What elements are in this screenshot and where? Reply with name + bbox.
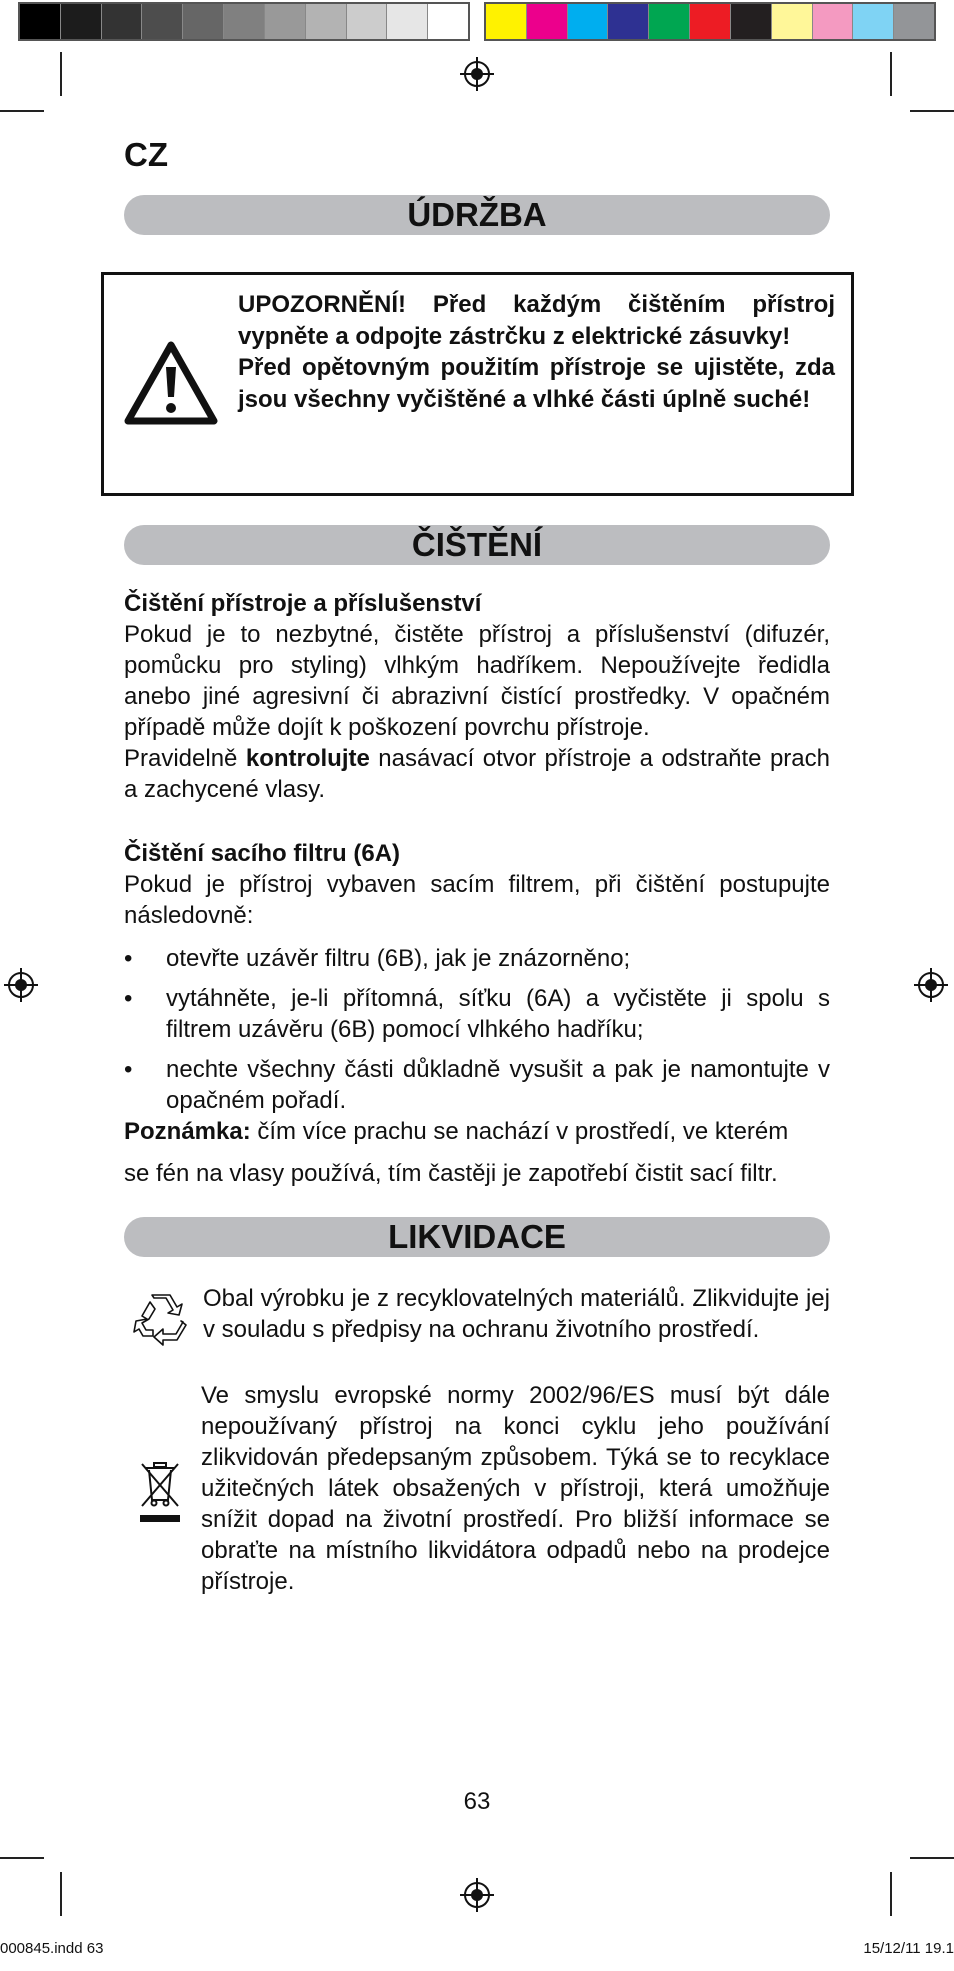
color-swatch bbox=[428, 4, 468, 39]
warning-triangle-icon bbox=[123, 339, 219, 427]
color-swatch bbox=[142, 4, 183, 39]
bullet: • bbox=[124, 1056, 133, 1083]
crop-mark bbox=[0, 1857, 44, 1859]
color-swatch bbox=[265, 4, 306, 39]
color-colorbar bbox=[484, 2, 936, 41]
print-slug-filename: 000845.indd 63 bbox=[0, 1940, 104, 1957]
grayscale-colorbar bbox=[18, 2, 470, 41]
color-swatch bbox=[183, 4, 224, 39]
registration-mark-icon bbox=[914, 968, 948, 1002]
crossed-out-bin-icon bbox=[138, 1460, 182, 1524]
color-swatch bbox=[894, 4, 934, 39]
list-item bbox=[124, 943, 830, 974]
color-swatch bbox=[61, 4, 102, 39]
warning-line-2: Před opětovným použitím přístroje se ujistěte, zda jsou všechny vyčištěné a vlhké části úplně suché! bbox=[238, 354, 835, 413]
emphasis: kontrolujte bbox=[245, 745, 370, 772]
crop-mark bbox=[890, 52, 892, 96]
cleaning-filter-block bbox=[124, 838, 830, 1189]
crop-mark bbox=[910, 110, 954, 112]
section-title-cleaning: ČIŠTĚNÍ bbox=[124, 525, 830, 565]
note-line-2: se fén na vlasy používá, tím častěji je zapotřebí čistit sací filtr. bbox=[124, 1160, 778, 1187]
color-swatch bbox=[527, 4, 568, 39]
color-swatch bbox=[568, 4, 609, 39]
list-item bbox=[124, 983, 830, 1045]
text-run: čím více prachu se nachází v prostředí, ve kterém bbox=[250, 1118, 789, 1145]
color-swatch bbox=[731, 4, 772, 39]
registration-mark-icon bbox=[460, 57, 494, 91]
registration-mark-icon bbox=[460, 1878, 494, 1912]
recycle-text: Obal výrobku je z recyklovatelných materiálů. Zlikvidujte jej v souladu s předpisy na ochranu životního prostředí. bbox=[203, 1285, 830, 1343]
crop-mark bbox=[0, 110, 44, 112]
color-swatch bbox=[690, 4, 731, 39]
color-swatch bbox=[813, 4, 854, 39]
paragraph: Pokud je přístroj vybaven sacím filtrem, při čištění postupujte následovně: bbox=[124, 871, 830, 929]
weee-text: Ve smyslu evropské normy 2002/96/ES musí být dále nepoužívaný přístroj na konci cyklu jeho používání zlikvidován předepsaným způsobem. Týká se to recyklace užitečných látek obsažených v přístroji, která umožňuje snížit dopad na životní prostředí. Pro bližší informace se obraťte na místního likvidátora odpadů nebo na prodejce přístroje. bbox=[201, 1382, 830, 1595]
bullet: • bbox=[124, 945, 133, 972]
list-item bbox=[124, 1054, 830, 1116]
crop-mark bbox=[60, 1872, 62, 1916]
section-title-maintenance: ÚDRŽBA bbox=[124, 195, 830, 235]
color-swatch bbox=[853, 4, 894, 39]
text-run: Pravidelně bbox=[124, 745, 246, 772]
list-item-text: nechte všechny části důkladně vysušit a pak je namontujte v opačném pořadí. bbox=[166, 1056, 830, 1114]
paragraph bbox=[124, 743, 830, 805]
list-item-text: vytáhněte, je-li přítomná, síťku (6A) a vyčistěte ji spolu s filtrem uzávěru (6B) pomocí vlhkého hadříku; bbox=[166, 985, 830, 1043]
section-title-disposal: LIKVIDACE bbox=[124, 1217, 830, 1257]
color-swatch bbox=[387, 4, 428, 39]
note-label: Poznámka: bbox=[124, 1118, 251, 1145]
registration-mark-icon bbox=[4, 968, 38, 1002]
text-run: nasávací otvor přístroje a odstraňte prach a zachycené vlasy. bbox=[124, 745, 830, 803]
crop-mark bbox=[60, 52, 62, 96]
color-swatch bbox=[224, 4, 265, 39]
color-swatch bbox=[306, 4, 347, 39]
color-swatch bbox=[486, 4, 527, 39]
subheading-filter: Čištění sacího filtru (6A) bbox=[124, 840, 401, 867]
color-swatch bbox=[772, 4, 813, 39]
color-swatch bbox=[102, 4, 143, 39]
subheading-appliance: Čištění přístroje a příslušenství bbox=[124, 590, 482, 617]
color-swatch bbox=[20, 4, 61, 39]
crop-mark bbox=[910, 1857, 954, 1859]
note-line-1 bbox=[124, 1116, 830, 1147]
bullet-list bbox=[124, 943, 830, 1116]
warning-text bbox=[238, 289, 835, 415]
color-swatch bbox=[649, 4, 690, 39]
language-code: CZ bbox=[124, 136, 168, 173]
crop-mark bbox=[890, 1872, 892, 1916]
warning-line-1: UPOZORNĚNÍ! Před každým čištěním přístroj vypněte a odpojte zástrčku z elektrické zásuvky! bbox=[238, 291, 835, 350]
page-number: 63 bbox=[463, 1788, 491, 1815]
color-swatch bbox=[347, 4, 388, 39]
bullet: • bbox=[124, 985, 133, 1012]
color-swatch bbox=[608, 4, 649, 39]
cleaning-appliance-block bbox=[124, 588, 830, 805]
warning-box bbox=[101, 272, 854, 496]
paragraph: Pokud je to nezbytné, čistěte přístroj a příslušenství (difuzér, pomůcku pro styling) vlhkým hadříkem. Nepoužívejte ředidla anebo jiné agresivní či abrazivní čistící prostředky. V opačném případě může dojít k poškození povrchu přístroje. bbox=[124, 621, 830, 741]
print-slug-date: 15/12/11 19.1 bbox=[863, 1940, 954, 1957]
list-item-text: otevřte uzávěr filtru (6B), jak je znázorněno; bbox=[166, 945, 631, 972]
recycle-icon bbox=[133, 1292, 187, 1346]
